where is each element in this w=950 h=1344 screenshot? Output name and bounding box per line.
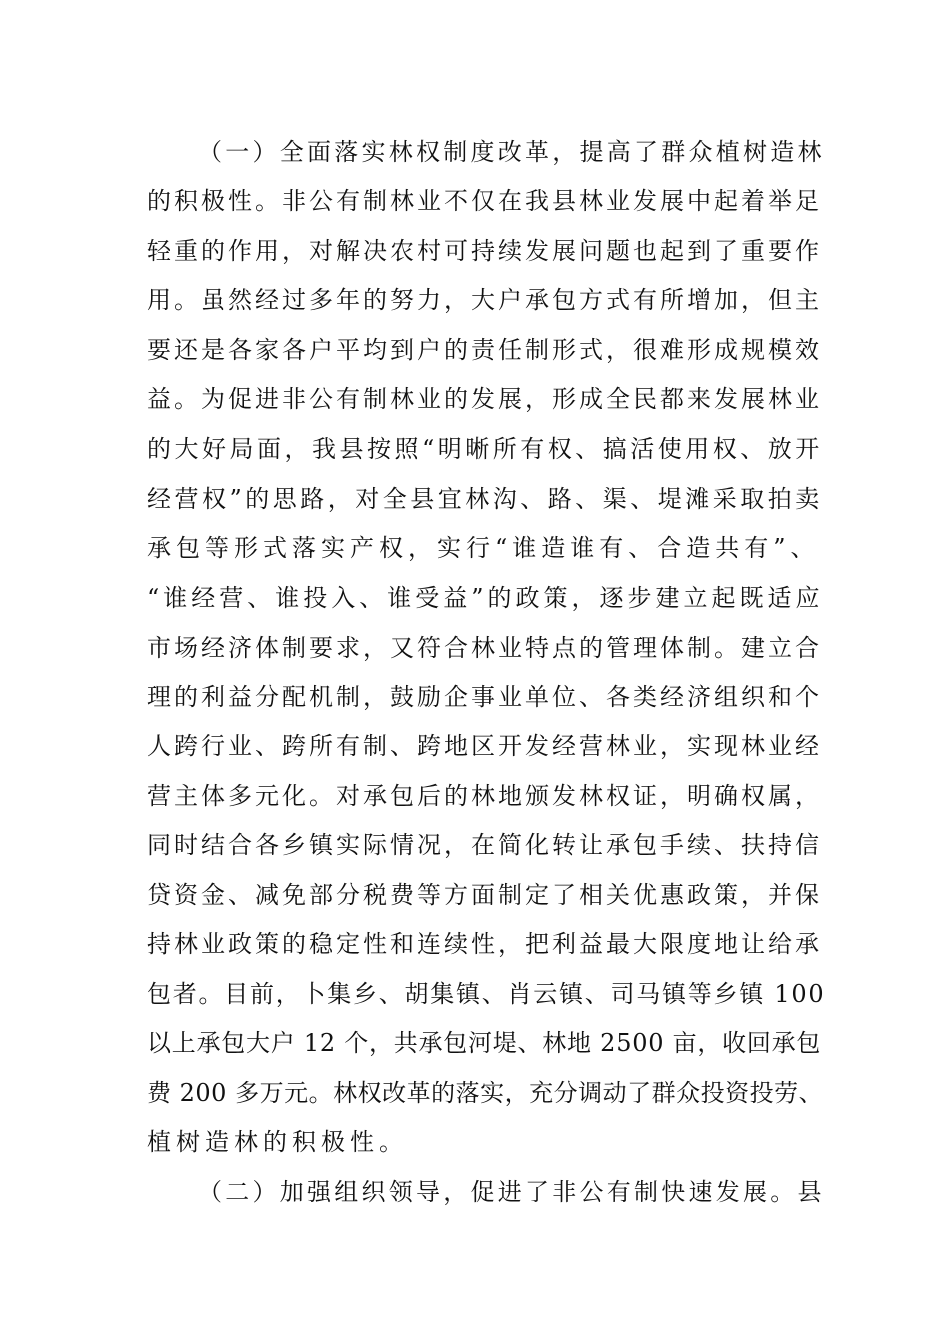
paragraph-1-line-10: “谁经营、谁投入、谁受益”的政策，逐步建立起既适应	[147, 584, 824, 612]
paragraph-1-line-9: 承包等形式落实产权，实行“谁造谁有、合造共有”、	[147, 534, 820, 562]
paragraph-1-line-3: 轻重的作用，对解决农村可持续发展问题也起到了重要作	[147, 237, 822, 265]
paragraph-1-line-17: 持林业政策的稳定性和连续性，把利益最大限度地让给承	[147, 930, 822, 958]
paragraph-1-line-13: 人跨行业、跨所有制、跨地区开发经营林业，实现林业经	[147, 732, 822, 760]
paragraph-1-line-7: 的大好局面，我县按照“明晰所有权、搞活使用权、放开	[147, 435, 823, 463]
paragraph-1-line-2: 的积极性。非公有制林业不仅在我县林业发展中起着举足	[147, 187, 822, 215]
paragraph-1-line-1: （一）全面落实林权制度改革，提高了群众植树造林	[198, 138, 825, 166]
paragraph-1-line-14: 营主体多元化。对承包后的林地颁发林权证，明确权属，	[147, 782, 822, 810]
paragraph-1-line-8: 经营权”的思路，对全县宜林沟、路、渠、堤滩采取拍卖	[147, 485, 823, 513]
paragraph-2-line-1: （二）加强组织领导，促进了非公有制快速发展。县	[198, 1178, 825, 1206]
paragraph-1-line-20: 费 200 多万元。林权改革的落实，充分调动了群众投资投劳、	[147, 1079, 824, 1107]
paragraph-1-line-5: 要还是各家各户平均到户的责任制形式，很难形成规模效	[147, 336, 822, 364]
paragraph-1-line-15: 同时结合各乡镇实际情况，在简化转让承包手续、扶持信	[147, 831, 822, 859]
paragraph-1-line-16: 贷资金、减免部分税费等方面制定了相关优惠政策，并保	[147, 881, 822, 909]
paragraph-1-line-12: 理的利益分配机制，鼓励企事业单位、各类经济组织和个	[147, 683, 822, 711]
paragraph-1-line-19: 以上承包大户 12 个，共承包河堤、林地 2500 亩，收回承包	[147, 1029, 822, 1057]
paragraph-1-line-18: 包者。目前，卜集乡、胡集镇、肖云镇、司马镇等乡镇 100	[147, 980, 826, 1008]
paragraph-1-line-6: 益。为促进非公有制林业的发展，形成全民都来发展林业	[147, 385, 822, 413]
paragraph-1-line-4: 用。虽然经过多年的努力，大户承包方式有所增加，但主	[147, 286, 822, 314]
paragraph-1-line-11: 市场经济体制要求，又符合林业特点的管理体制。建立合	[147, 634, 822, 662]
paragraph-1-line-21: 植树造林的积极性。	[147, 1128, 408, 1156]
